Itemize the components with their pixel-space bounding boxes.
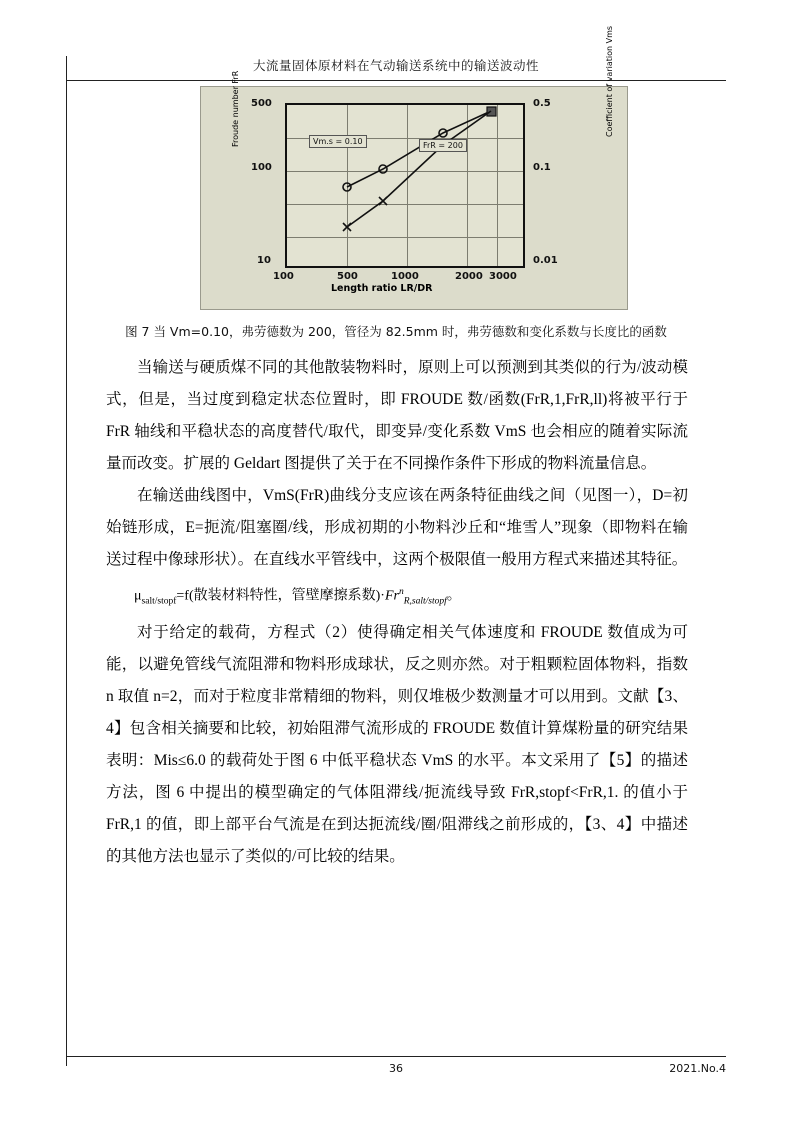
chart-plot-area [285,103,525,268]
chart-right-axis-title: Coefficient of variation Vms [605,25,614,137]
chart-x-tick: 2000 [455,271,483,282]
chart-x-tick: 3000 [489,271,517,282]
body-content [106,352,688,873]
chart-x-tick: 100 [273,271,294,282]
formula-mu-sub: salt/stopf [141,596,177,607]
chart-right-tick: 0.01 [533,255,558,266]
chart-left-axis-title: Froude number FrR [231,70,240,147]
chart-series-svg [287,105,523,266]
chart-left-tick: 500 [251,98,272,109]
chart-right-tick: 0.5 [533,98,551,109]
footer-rule [66,1056,726,1057]
formula-mu: μ [134,588,142,604]
chart-annotation-right: FrR = 200 [419,139,467,152]
figure-caption: 图 7 当 Vm=0.10，弗劳德数为 200，管径为 82.5mm 时，弗劳德数和变化系数与长度比的函数 [125,324,667,339]
chart-x-axis-title: Length ratio LR/DR [331,283,433,294]
paragraph-2: 在输送曲线图中，VmS(FrR)曲线分支应该在两条特征曲线之间（见图一），D=初始链形成，E=扼流/阻塞圈/线，形成初期的小物料沙丘和“堆雪人”现象（即物料在输送过程中像球形状）。在直线水平管线中，这两个极限值一般用方程式来描述其特征。 [106,487,688,568]
formula-fr-sub: R,salt/stopf [403,596,447,607]
formula-tail: 。 [446,588,461,604]
formula-middle: =f(散装材料特性，管壁摩擦系数)· [176,588,385,604]
header-title: 大流量固体原材料在气动输送系统中的输送波动性 [252,58,539,73]
page-header [66,56,726,75]
header-rule [66,80,726,81]
chart-x-tick: 500 [337,271,358,282]
page-number: 36 [389,1062,403,1075]
formula-fr: Fr [384,588,399,604]
chart-left-tick: 100 [251,162,272,173]
formula-fr-sup: n [398,587,404,597]
chart-annotation-left: Vm.s = 0.10 [309,135,367,148]
formula-line [106,576,688,617]
chart-x-tick: 1000 [391,271,419,282]
chart-right-tick: 0.1 [533,162,551,173]
chart-left-tick: 10 [257,255,271,266]
paragraph-1: 当输送与硬质煤不同的其他散装物料时，原则上可以预测到其类似的行为/波动模式，但是，当过度到稳定状态位置时，即 FROUDE 数/函数(FrR,1,FrR,ll)将被平行于 FrR 轴线和平稳状态的高度替代/取代，即变异/变化系数 VmS 也会相应的随着实际流量而改变。扩展的 Geldart 图提供了关于在不同操作条件下形成的物料流量信息。 [106,359,688,472]
issue-label: 2021.No.4 [669,1062,726,1075]
page-binding-line [66,56,67,1066]
paragraph-4: 对于给定的载荷，方程式（2）使得确定相关气体速度和 FROUDE 数值成为可能，以避免管线气流阻滞和物料形成球状，反之则亦然。对于粗颗粒固体物料，指数 n 取值 n=2，而对于粒度非常精细的物料，则仅堆极少数测量才可以用到。文献【3、4】包含相关摘要和比较，初始阻滞气流形成的 FROUDE 数值计算煤粉量的研究结果表明：Mis≤6.0 的载荷处于图 6 中低平稳状态 VmS 的水平。本文采用了【5】的描述方法，图 6 中提出的模型确定的气体阻滞线/扼流线导致 FrR,stopf<FrR,1. 的值小于 FrR,1 的值，即上部平台气流是在到达扼流线/圈/阻滞线之前形成的，【3、4】中描述的其他方法也显示了类似的/可比较的结果。 [106,624,688,866]
